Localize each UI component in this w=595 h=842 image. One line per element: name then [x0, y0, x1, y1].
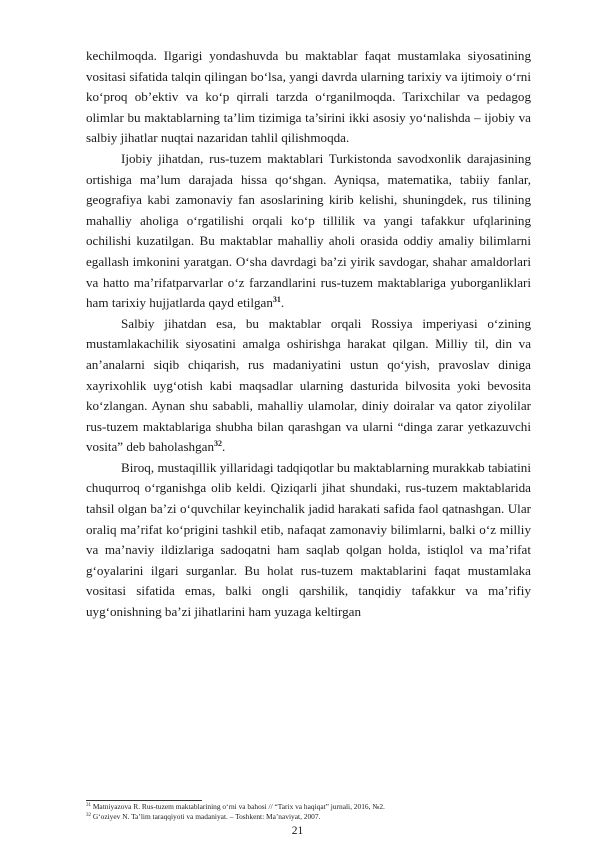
footnote-number: 32 — [86, 812, 91, 818]
paragraph-1: kechilmoqda. Ilgarigi yondashuvda bu maktablar faqat mustamlaka siyosatining vositasi sifatida talqin qilingan bo‘lsa, yangi davrda ularning tarixiy va ijtimoiy o‘rni ko‘proq ob’ektiv va ko‘p qirrali tarzda o‘rganilmoqda. Tarixchilar va pedagog olimlar bu maktablarning ta’lim tizimiga ta’sirini ikki asosiy yo‘nalishda – ijobiy va salbiy jihatlar nuqtai nazaridan tahlil qilishmoqda. — [86, 48, 531, 146]
footnote-text: G‘oziyev N. Ta’lim taraqqiyoti va madaniyat. – Toshkent: Ma’naviyat, 2007. — [91, 811, 321, 821]
paragraph-2: Ijobiy jihatdan, rus-tuzem maktablari Turkistonda savodxonlik darajasining ortishiga ma’lum darajada hissa qo‘shgan. Ayniqsa, matematika, tabiiy fanlar, geografiya kabi zamonaviy fan asoslarining kirib kelishi, shuningdek, rus tilining mahalliy aholiga o‘rgatilishi orqali ko‘p tillilik va yangi tafakkur ufqlarining ochilishi kuzatilgan. Bu maktablar mahalliy aholi orasida oddiy amaliy bilimlarni egallash imkonini yaratgan. O‘sha davrdagi ba’zi yirik savdogar, shahar amaldorlari va hatto ma’rifatparvarlar o‘z farzandlarini rus-tuzem maktablariga yuborganliklari ham tarixiy hujjatlarda qayd etilgan$^{31}$. — [86, 150, 531, 311]
footnote-ref-32[interactable]: 32 — [214, 439, 222, 449]
footnote-ref-31[interactable]: 31 — [272, 295, 281, 305]
page-number: 21 — [291, 825, 304, 837]
paragraph-3: Salbiy jihatdan esa, bu maktablar orqali Rossiya imperiyasi o‘zining mustamlakachilik siyosatini amalga oshirishga harakat qilgan. Milliy til, din va an’analarni siqib chiqarish, rus madaniyatini ustun qo‘yish, pravoslav diniga xayrixohlik uyg‘otish kabi maqsadlar ularning dasturida bilvosita yoki bevosita ko‘zlangan. Aynan shu sababli, mahalliy ulamolar, diniy doiralar va qator ziyolilar rus-tuzem maktablariga shubha bilan qarashgan va ularni “dinga zarar yetkazuvchi vosita” deb baholashgan$^{32}$. — [86, 315, 531, 455]
footnote-text: Matniyazova R. Rus-tuzem maktablarining o‘rni va bahosi // “Tarix va haqiqat” jurnali, 2016, №2. — [91, 802, 385, 811]
paragraph-4: Biroq, mustaqillik yillaridagi tadqiqotlar bu maktablarning murakkab tabiatini chuqurroq o‘rganishga olib keldi. Qiziqarli jihat shundaki, rus-tuzem maktablarida tahsil olgan ba’zi o‘quvchilar keyinchalik jadid harakati safida faol qatnashgan. Ular oraliq ma’rifat ko‘prigini tashkil etib, nafaqat zamonaviy bilimlarni, balki o‘z milliy va ma’naviy ildizlariga sadoqatni ham saqlab qolgan holda, istiqlol va ma’rifat g‘oyalarini ilgari surganlar. Bu holat rus-tuzem maktablarini faqat mustamlaka vositasi sifatida emas, balki ongli qarshilik, tanqidiy tafakkur va ma’rifiy uyg‘onishning ba’zi jihatlarini ham yuzaga keltirgan — [86, 459, 531, 620]
footnote-32 — [86, 812, 531, 822]
footnote-31 — [86, 802, 531, 812]
body-text — [86, 46, 531, 623]
footnote-separator — [86, 800, 202, 801]
footnotes — [86, 802, 531, 821]
footnote-number: 31 — [86, 803, 91, 808]
